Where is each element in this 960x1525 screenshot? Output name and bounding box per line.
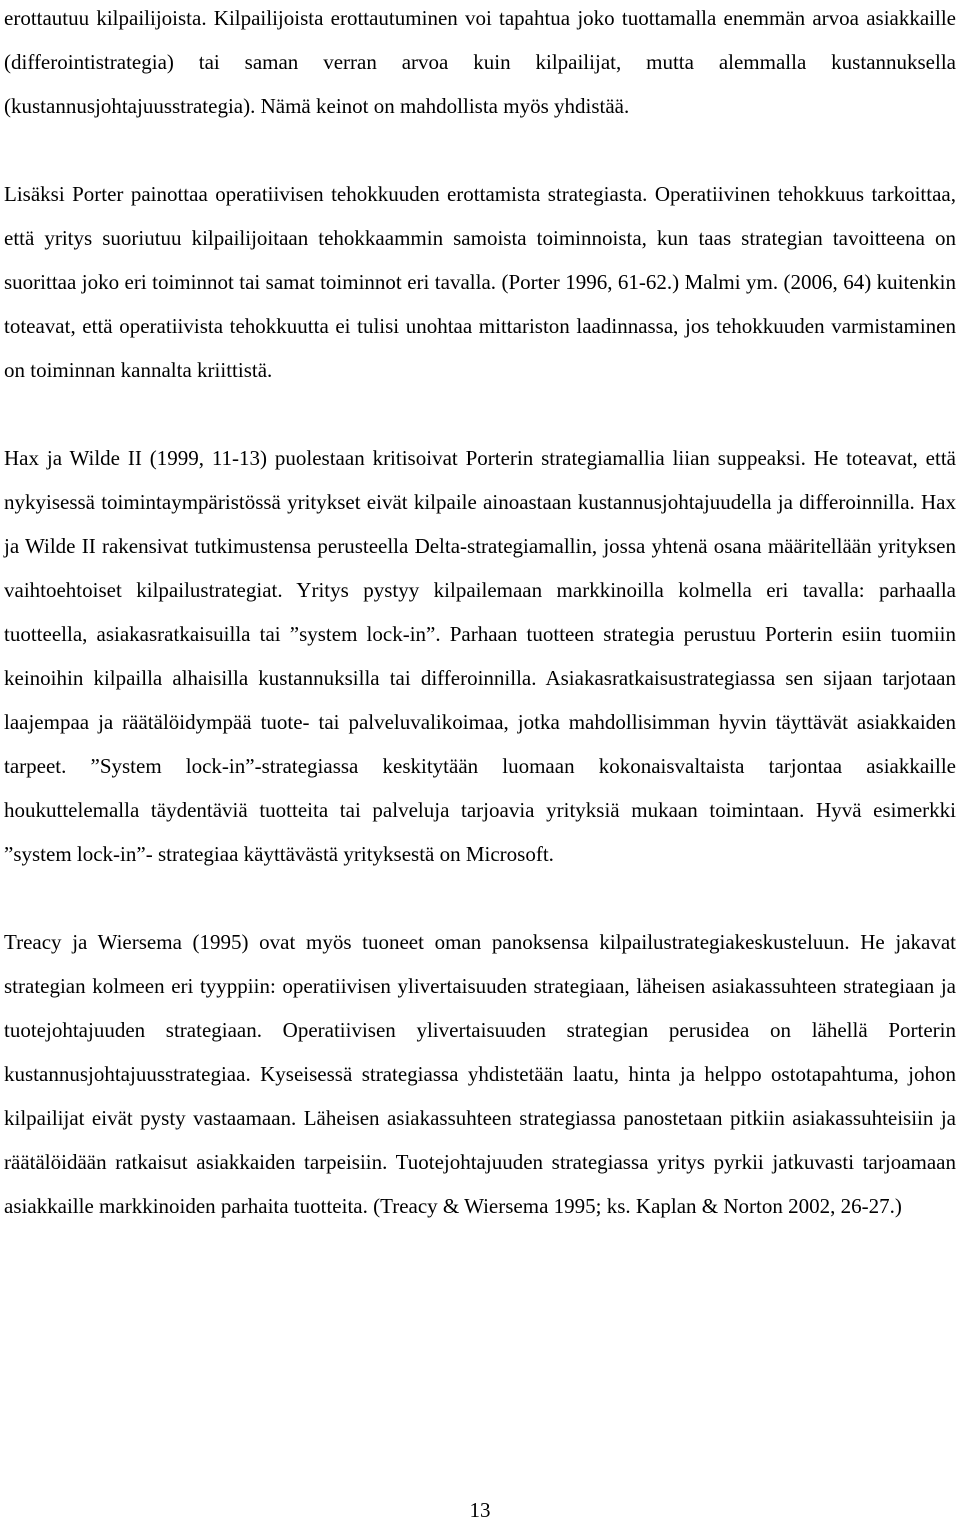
document-page — [4, 0, 956, 1525]
paragraph-delta-model: Hax ja Wilde II (1999, 11-13) puolestaan kritisoivat Porterin strategiamallia liian suppeaksi. He toteavat, että nykyisessä toimintaympäristössä yritykset eivät kilpaile ainoastaan kustannusjohtajuudella ja differoinnilla. Hax ja Wilde II rakensivat tutkimustensa perusteella Delta-strategiamallin, jossa yhtenä osana määritellään yrityksen vaihtoehtoiset kilpailustrategiat. Yritys pystyy kilpailemaan markkinoilla kolmella eri tavalla: parhaalla tuotteella, asiakasratkaisuilla tai ”system lock-in”. Parhaan tuotteen strategia perustuu Porterin esiin tuomiin keinoihin kilpailla alhaisilla kustannuksilla tai differoinnilla. Asiakasratkaisustrategiassa sen sijaan tarjotaan laajempaa ja räätälöidympää tuote- tai palveluvalikoimaa, jotka mahdollisimman hyvin täyttävät asiakkaiden tarpeet. ”System lock-in”-strategiassa keskitytään luomaan kokonaisvaltaista tarjontaa asiakkaille houkuttelemalla täydentäviä tuotteita tai palveluja tarjoavia yrityksiä mukaan toimintaan. Hyvä esimerkki ”system lock-in”- strategiaa käyttävästä yrityksestä on Microsoft. — [4, 446, 956, 866]
page-number: 13 — [469, 1498, 491, 1522]
paragraph-treacy-wiersema: Treacy ja Wiersema (1995) ovat myös tuoneet oman panoksensa kilpailustrategiakeskusteluun. He jakavat strategian kolmeen eri tyyppiin: operatiivisen ylivertaisuuden strategiaan, läheisen asiakassuhteen strategiaan ja tuotejohtajuuden strategiaan. Operatiivisen ylivertaisuuden strategian perusidea on lähellä Porterin kustannusjohtajuusstrategiaa. Kyseisessä strategiassa yhdistetään laatu, hinta ja helppo ostotapahtuma, johon kilpailijat eivät pysty vastaamaan. Läheisen asiakassuhteen strategiassa panostetaan pitkiin asiakassuhteisiin ja räätälöidään ratkaisut asiakkaiden tarpeisiin. Tuotejohtajuuden strategiassa yritys pyrkii jatkuvasti tarjoamaan asiakkaille markkinoiden parhaita tuotteita. (Treacy & Wiersema 1995; ks. Kaplan & Norton 2002, 26-27.) — [4, 930, 956, 1218]
paragraph-competitive-differentiation: erottautuu kilpailijoista. Kilpailijoista erottautuminen voi tapahtua joko tuottamalla enemmän arvoa asiakkaille (differointistrategia) tai saman verran arvoa kuin kilpailijat, mutta alemmalla kustannuksella (kustannusjohtajuusstrategia). Nämä keinot on mahdollista myös yhdistää. — [4, 6, 956, 118]
paragraph-operational-efficiency: Lisäksi Porter painottaa operatiivisen tehokkuuden erottamista strategiasta. Operatiivinen tehokkuus tarkoittaa, että yritys suoriutuu kilpailijoitaan tehokkaammin samoista toiminnoista, kun taas strategian tavoitteena on suorittaa joko eri toiminnot tai samat toiminnot eri tavalla. (Porter 1996, 61-62.) Malmi ym. (2006, 64) kuitenkin toteavat, että operatiivista tehokkuutta ei tulisi unohtaa mittariston laadinnassa, jos tehokkuuden varmistaminen on toiminnan kannalta kriittistä. — [4, 182, 956, 382]
